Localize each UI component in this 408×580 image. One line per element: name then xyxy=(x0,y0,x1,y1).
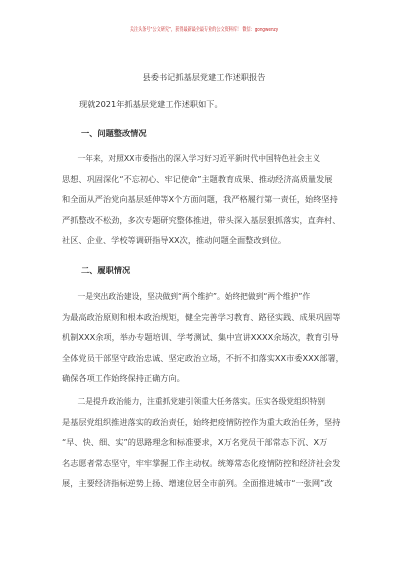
paragraph-line: 全体党员干部坚守政治忠诚、坚定政治立场，不折不扣落实XX市委XXX部署， xyxy=(62,352,344,363)
lead-sentence: 现就2021年抓基层党建工作述职如下。 xyxy=(79,99,223,109)
paragraph-line: 展，主要经济指标逆势上扬、增速位居全市前列。全面推进城市“一张网”改 xyxy=(62,478,333,489)
paragraph-line: 和全面从严治党向基层延伸等X个方面问题，我严格履行第一责任，始终坚持 xyxy=(62,194,338,205)
paragraph-line: 一是突出政治建设，坚决做到“两个维护”。始终把做到“两个维护”作 xyxy=(77,291,311,301)
paragraph-line: 名志愿者常态坚守，牢牢掌握工作主动权。统筹常态化疫情防控和经济社会发 xyxy=(62,457,341,468)
paragraph-line: 确保各项工作始终保持正确方向。 xyxy=(62,373,185,384)
paragraph-line: 为最高政治原则和根本政治规矩，健全完善学习教育、路径实践、成果巩固等 xyxy=(62,311,341,322)
header-note: 关注头条号“公文研究”，获得最新最全最专业的公文资料库！ 微信：gongwenzy xyxy=(129,27,279,33)
document-title: 县委书记抓基层党建工作述职报告 xyxy=(142,72,266,82)
paragraph-line: 社区、企业、学校等调研指导XX次，推动问题全面整改到位。 xyxy=(62,235,287,246)
section-1-paragraph-1 xyxy=(62,148,358,251)
paragraph-line: 机制XXX余项，举办专题培训、学考测试、集中宣讲XXXX余场次，教育引导 xyxy=(62,332,339,343)
paragraph-line: “早、快、细、实”的思路理念和标准要求，X万名党员干部常态下沉、X万 xyxy=(62,437,328,448)
paragraph-line: 思想、巩固深化“不忘初心、牢记使命”主题教育成果、推动经济高质量发展 xyxy=(62,173,333,184)
paragraph-line: 是基层党组织推进落实的政治责任，始终把疫情防控作为重大政治任务，坚持 xyxy=(62,416,341,427)
paragraph-line: 一年来，对照XX市委指出的深入学习好习近平新时代中国特色社会主义 xyxy=(77,153,321,163)
paragraph-line: 严抓整改不松劲，多次专题研究整体推进，带头深入基层狠抓落实，直奔村、 xyxy=(62,214,341,225)
section-heading-2: 二、履职情况 xyxy=(81,265,131,275)
paragraph-line: 二是提升政治能力，注重抓党建引领重大任务落实。压实各级党组织特别 xyxy=(77,396,325,406)
section-2-paragraph-1 xyxy=(62,286,358,389)
section-heading-1: 一、问题整改情况 xyxy=(81,128,147,138)
section-2-paragraph-2 xyxy=(62,391,358,494)
